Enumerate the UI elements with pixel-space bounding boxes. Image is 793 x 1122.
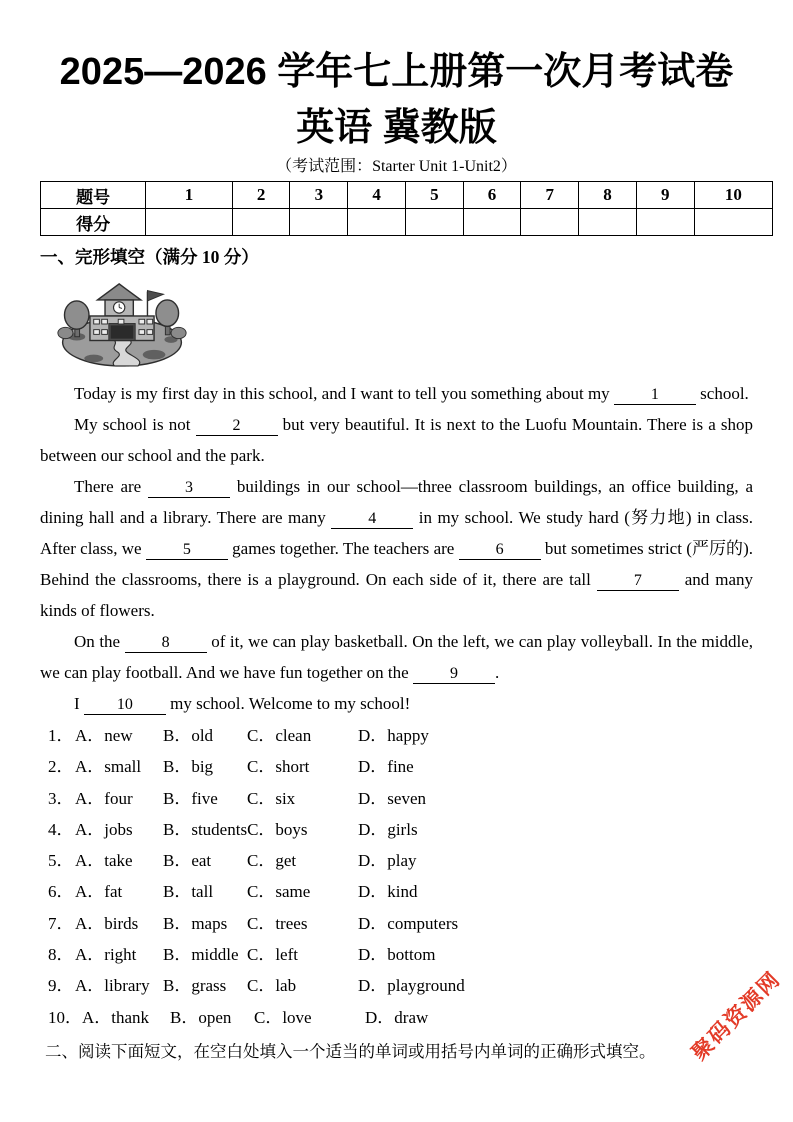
section2-heading: 二、阅读下面短文，在空白处填入一个适当的单词或用括号内单词的正确形式填空。 xyxy=(45,1041,656,1061)
question-row-3 xyxy=(48,783,753,814)
passage-paragraph: There are 3 buildings in our school—three classroom buildings, an office building, a dining hall and a library. There are many 4 in my school. We study hard (努力地) in class. After class, we 5 games together. The teachers are 6 but sometimes strict (严厉的). Behind the classrooms, there is a playground. On each side of it, there are tall 7 and many kinds of flowers. xyxy=(40,477,754,620)
question-number: 4． xyxy=(48,819,74,839)
score-table-cell: 7 xyxy=(521,182,579,209)
question-option-c: C．left xyxy=(247,945,298,965)
question-option-b: B．students xyxy=(163,819,248,839)
question-number: 8． xyxy=(48,945,74,965)
question-option-d: D．happy xyxy=(358,726,429,745)
question-option-b: B．tall xyxy=(163,882,214,902)
question-number: 10． xyxy=(48,1007,82,1027)
cloze-blank-6: 6 xyxy=(459,541,541,560)
question-option-c: C．love xyxy=(254,1007,312,1027)
score-table-cell: 题号 xyxy=(41,182,146,209)
question-option-a: A．thank xyxy=(82,1007,150,1027)
illustration-grass-patch xyxy=(143,350,166,359)
illustration-bush xyxy=(171,327,186,338)
score-table-cell xyxy=(463,209,521,236)
question-number: 6． xyxy=(48,882,74,902)
question-option-a: A．take xyxy=(75,851,133,871)
score-table-cell xyxy=(146,209,233,236)
question-row-9 xyxy=(48,970,753,1001)
question-option-b: B．middle xyxy=(163,945,239,965)
score-table-cell xyxy=(694,209,772,236)
question-option-c: C．get xyxy=(247,851,297,871)
score-table-cell: 得分 xyxy=(41,209,146,236)
question-option-a: A．four xyxy=(75,788,133,808)
question-option-b: B．open xyxy=(170,1007,232,1027)
score-table-cell xyxy=(579,209,637,236)
score-table-cell xyxy=(290,209,348,236)
score-table-body xyxy=(41,182,773,236)
score-table-cell: 1 xyxy=(146,182,233,209)
cloze-blank-10: 10 xyxy=(84,696,166,715)
cloze-blank-7: 7 xyxy=(597,572,679,591)
score-table-cell: 10 xyxy=(694,182,772,209)
cloze-blank-3: 3 xyxy=(148,479,230,498)
question-number: 7． xyxy=(48,913,74,933)
question-number: 3． xyxy=(48,788,74,808)
illustration-flag xyxy=(147,291,163,301)
score-table-cell: 3 xyxy=(290,182,348,209)
question-option-a: A．library xyxy=(75,976,150,996)
score-table-cell xyxy=(636,209,694,236)
question-option-c: C．boys xyxy=(247,819,308,839)
school-illustration-image xyxy=(56,279,188,369)
question-row-1 xyxy=(48,720,753,751)
score-table-cell: 5 xyxy=(405,182,463,209)
question-option-d: D．draw xyxy=(365,1007,429,1027)
question-option-d: D．playground xyxy=(358,976,465,996)
exam-title-line1: 2025—2026 学年七上册第一次月考试卷 xyxy=(59,51,734,93)
passage-paragraph: Today is my first day in this school, and I want to tell you something about my 1 school. xyxy=(74,384,749,403)
question-option-b: B．big xyxy=(163,757,214,777)
watermark-stamp: 聚码资源网 xyxy=(687,967,786,1065)
question-row-2 xyxy=(48,751,753,782)
question-option-a: A．right xyxy=(75,945,137,965)
score-table-cell: 4 xyxy=(348,182,406,209)
question-option-c: C．six xyxy=(247,788,296,808)
exam-title-line2: 英语 冀教版 xyxy=(296,107,497,149)
question-option-d: D．bottom xyxy=(358,945,436,965)
cloze-blank-2: 2 xyxy=(196,417,278,436)
question-option-b: B．five xyxy=(163,788,218,808)
question-number: 1． xyxy=(48,726,74,745)
illustration-bush xyxy=(58,327,73,338)
section1-heading: 一、完形填空（满分 10 分） xyxy=(40,247,259,267)
cloze-passage xyxy=(40,378,753,719)
illustration-tree xyxy=(64,301,89,329)
question-option-a: A．jobs xyxy=(75,819,133,839)
question-option-c: C．trees xyxy=(247,913,308,933)
question-row-7 xyxy=(48,908,753,939)
illustration-grass-patch xyxy=(84,355,103,363)
score-table-cell xyxy=(232,209,290,236)
question-option-d: D．seven xyxy=(358,788,426,808)
exam-scope: （考试范围：Starter Unit 1-Unit2） xyxy=(276,158,517,175)
score-table-score-row xyxy=(41,209,773,236)
question-option-b: B．maps xyxy=(163,913,228,933)
question-row-10 xyxy=(48,1002,753,1033)
cloze-blank-4: 4 xyxy=(331,510,413,529)
score-table-cell: 8 xyxy=(579,182,637,209)
passage-paragraph: On the 8 of it, we can play basketball. On the left, we can play volleyball. In the middle, we can play football. And we have fun together on the 9 . xyxy=(40,632,753,682)
question-option-a: A．small xyxy=(75,757,142,777)
question-number: 2． xyxy=(48,757,74,777)
question-row-8 xyxy=(48,939,753,970)
score-table-cell xyxy=(521,209,579,236)
question-row-5 xyxy=(48,845,753,876)
cloze-blank-1: 1 xyxy=(614,386,696,405)
question-option-c: C．same xyxy=(247,882,311,902)
score-table-cell xyxy=(348,209,406,236)
question-option-c: C．short xyxy=(247,757,310,777)
illustration-tree xyxy=(156,300,179,326)
question-option-c: C．clean xyxy=(247,726,312,745)
illustration-roof xyxy=(97,284,140,300)
question-number: 5． xyxy=(48,851,74,871)
question-option-a: A．new xyxy=(75,726,133,745)
passage-paragraph: My school is not 2 but very beautiful. It is next to the Luofu Mountain. There is a shop between our school and the park. xyxy=(40,415,753,465)
question-option-d: D．fine xyxy=(358,757,414,777)
question-option-b: B．grass xyxy=(163,976,227,996)
score-table-cell xyxy=(405,209,463,236)
question-option-b: B．eat xyxy=(163,851,212,871)
question-option-d: D．computers xyxy=(358,913,459,933)
question-option-d: D．girls xyxy=(358,819,418,839)
score-table-cell: 6 xyxy=(463,182,521,209)
cloze-blank-8: 8 xyxy=(125,634,207,653)
question-option-b: B．old xyxy=(163,726,214,745)
cloze-blank-9: 9 xyxy=(413,665,495,684)
passage-paragraph: I 10 my school. Welcome to my school! xyxy=(74,694,411,713)
score-table xyxy=(40,181,773,236)
question-row-4 xyxy=(48,814,753,845)
question-option-c: C．lab xyxy=(247,976,297,996)
score-table-header-row xyxy=(41,182,773,209)
question-option-a: A．fat xyxy=(75,882,123,902)
score-table-cell: 9 xyxy=(636,182,694,209)
illustration-door xyxy=(111,325,134,338)
question-option-d: D．kind xyxy=(358,882,418,902)
score-table-cell: 2 xyxy=(232,182,290,209)
question-row-6 xyxy=(48,876,753,907)
cloze-questions xyxy=(40,720,753,1033)
question-number: 9． xyxy=(48,976,74,996)
cloze-blank-5: 5 xyxy=(146,541,228,560)
question-option-a: A．birds xyxy=(75,913,139,933)
question-option-d: D．play xyxy=(358,851,417,871)
